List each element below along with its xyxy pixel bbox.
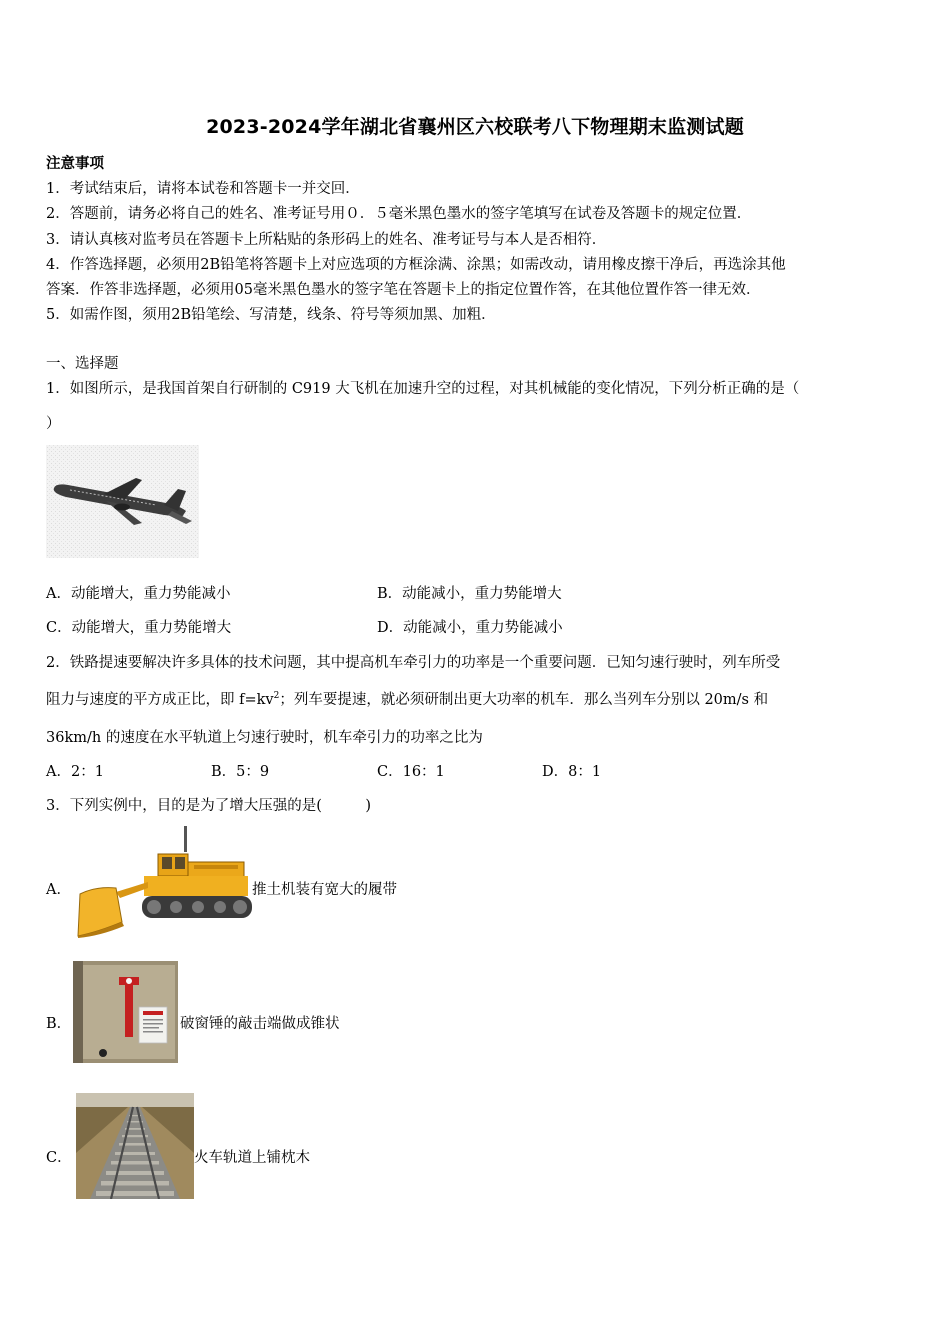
- q1-option-d: D．动能减小，重力势能减小: [377, 620, 563, 636]
- notice-item: 3．请认真核对监考员在答题卡上所粘贴的条形码上的姓名、准考证号与本人是否相符．: [46, 232, 607, 248]
- q2-option-a: A．2：1: [46, 764, 104, 780]
- notice-item: 5．如需作图，须用2B铅笔绘、写清楚，线条、符号等须加黑、加粗．: [46, 307, 496, 323]
- q2-option-b: B．5：9: [211, 764, 270, 780]
- notice-item: 答案．作答非选择题，必须用05毫米黑色墨水的签字笔在答题卡上的指定位置作答，在其他位置作答一律无效．: [46, 282, 761, 298]
- q2-stem-line2a: 阻力与速度的平方成正比，即 f=kv: [46, 692, 274, 708]
- airplane-figure: [46, 445, 199, 558]
- q2-stem-line3: 36km/h 的速度在水平轨道上匀速行驶时，机车牵引力的功率之比为: [46, 730, 483, 746]
- page-title: 2023-2024学年湖北省襄州区六校联考八下物理期末监测试题: [206, 116, 744, 138]
- safety-hammer-figure: [73, 961, 178, 1063]
- q3-option-b-letter: B．: [46, 1016, 72, 1032]
- q3-stem: 3．下列实例中，目的是为了增大压强的是( ): [46, 798, 372, 814]
- q2-exponent: 2: [273, 691, 280, 702]
- q3-option-c-text: 火车轨道上铺枕木: [194, 1150, 310, 1166]
- q3-option-a-text: 推土机装有宽大的履带: [252, 882, 397, 898]
- q2-stem: 2．铁路提速要解决许多具体的技术问题，其中提高机车牵引力的功率是一个重要问题．已知匀速行驶时，列车所受: [46, 655, 781, 671]
- notice-item: 2．答题前，请务必将自己的姓名、准考证号用０．５毫米黑色墨水的签字笔填写在试卷及答题卡的规定位置．: [46, 206, 752, 222]
- q2-option-d: D．8：1: [542, 764, 602, 780]
- notice-heading: 注意事项: [46, 155, 104, 172]
- notice-item: 4．作答选择题，必须用2B铅笔将答题卡上对应选项的方框涂满、涂黑；如需改动，请用橡皮擦干净后，再选涂其他: [46, 257, 786, 273]
- q1-stem-end: ）: [46, 416, 61, 432]
- q3-option-b-text: 破窗锤的敲击端做成锥状: [180, 1016, 340, 1032]
- q2-option-c: C．16：1: [377, 764, 445, 780]
- q3-option-c-letter: C．: [46, 1150, 72, 1166]
- q2-stem-line2b: ；列车要提速，就必须研制出更大功率的机车．那么当列车分别以 20m/s 和: [279, 692, 769, 708]
- q1-option-c: C．动能增大，重力势能增大: [46, 620, 232, 636]
- railway-track-figure: [76, 1093, 194, 1199]
- bulldozer-figure: [76, 826, 252, 938]
- section-heading: 一、选择题: [46, 356, 119, 372]
- q2-stem-line2: [46, 688, 768, 709]
- q1-option-b: B．动能减小，重力势能增大: [377, 586, 562, 602]
- notice-item: 1．考试结束后，请将本试卷和答题卡一并交回．: [46, 181, 360, 197]
- q3-option-a-letter: A．: [46, 882, 71, 898]
- q1-stem: 1．如图所示，是我国首架自行研制的 C919 大飞机在加速升空的过程，对其机械能的变化情况，下列分析正确的是（: [46, 381, 800, 397]
- q1-option-a: A．动能增大，重力势能减小: [46, 586, 231, 602]
